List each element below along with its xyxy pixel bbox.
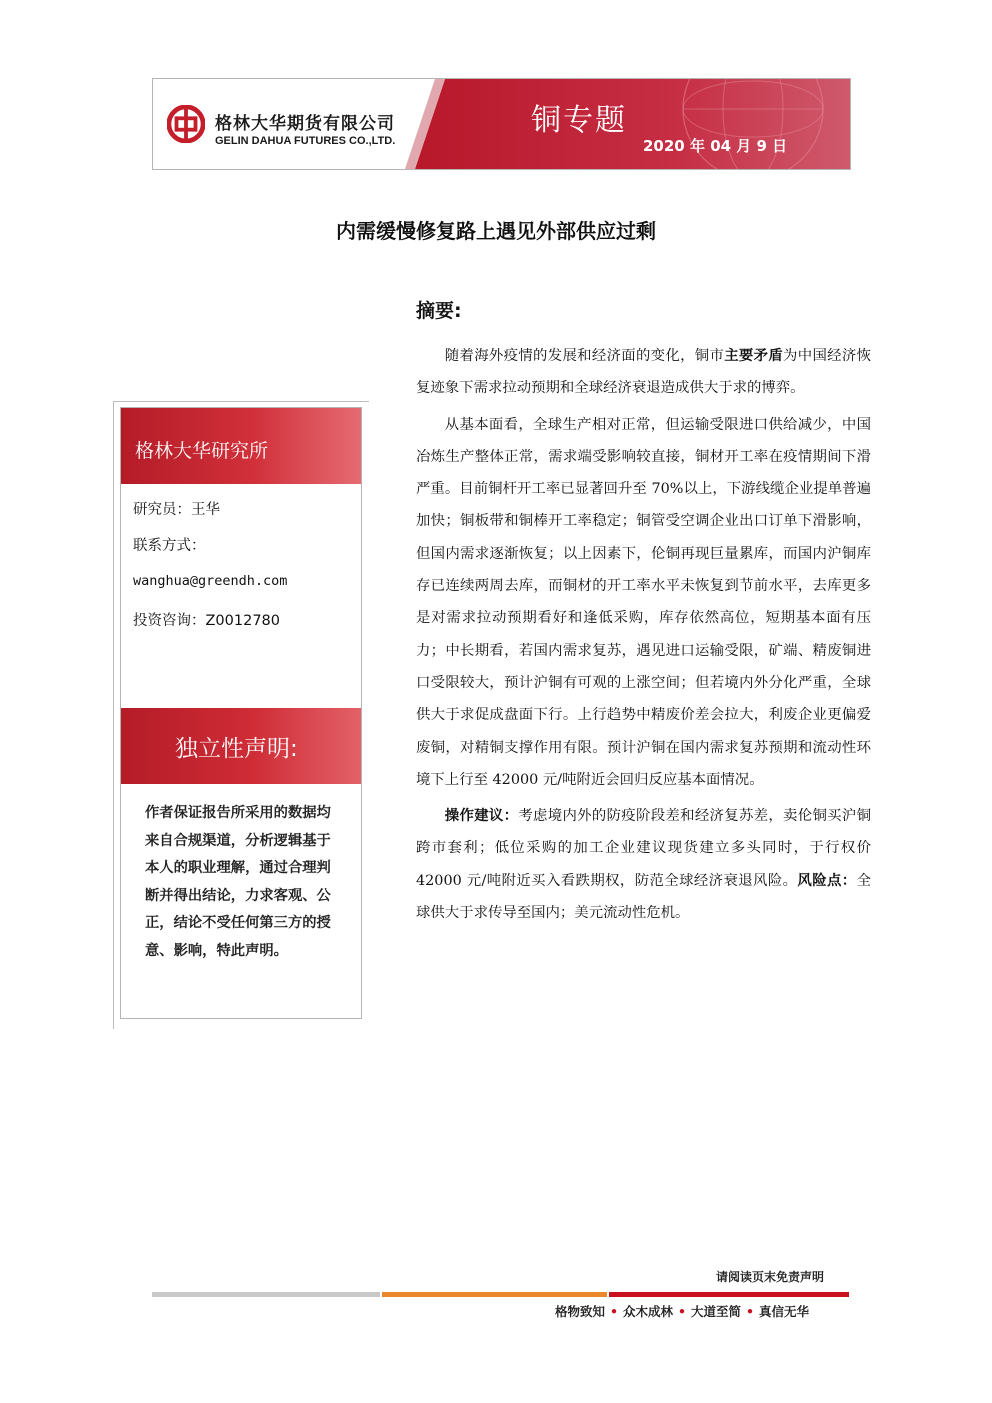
statement-heading: 独立性声明: <box>175 736 298 762</box>
footer-line-red <box>609 1292 849 1297</box>
investment-license: 投资咨询：Z0012780 <box>133 613 281 629</box>
operation-advice-label: 操作建议： <box>444 808 519 825</box>
header-banner <box>152 78 851 170</box>
motto-item: 真信无华 <box>759 1304 810 1319</box>
operation-advice-text: 考虑境内外的防疫阶段差和经济复苏差，卖伦铜买沪铜跨市套利；低位采购的加工企业建议现货建立多头同时，于行权价 42000 元/吨附近买入看跌期权，防范全球经济衰退风险。 <box>416 808 871 889</box>
bullet-dot-icon: • <box>610 1304 619 1319</box>
report-topic: 铜专题 <box>531 103 627 138</box>
motto-item: 大道至简 <box>691 1304 742 1319</box>
statement-header <box>121 708 361 784</box>
sidebar-guide-left <box>113 401 114 1029</box>
company-motto <box>555 1302 809 1320</box>
risk-label: 风险点： <box>797 872 857 889</box>
report-date: 2020 年 04 月 9 日 <box>643 137 788 155</box>
institute-header <box>121 408 361 484</box>
abstract-heading: 摘要: <box>416 300 462 322</box>
institute-name: 格林大华研究所 <box>135 440 269 462</box>
footer-line-orange <box>382 1292 607 1297</box>
abstract-paragraph-1 <box>416 340 871 405</box>
independence-statement: 作者保证报告所采用的数据均来自合规渠道，分析逻辑基于本人的职业理解，通过合理判断并得出结论，力求客观、公正，结论不受任何第三方的授意、影响，特此声明。 <box>145 805 331 959</box>
researcher-email[interactable]: wanghua@greendh.com <box>133 573 288 589</box>
p1-text-end: 为中国经济恢复迹象下需求拉动预期和全球经济衰退造成供大于求的博弈。 <box>416 348 871 397</box>
p1-text: 随着海外疫情的发展和经济面的变化，铜市 <box>444 348 725 364</box>
report-title: 内需缓慢修复路上遇见外部供应过剩 <box>336 219 656 243</box>
motto-item: 格物致知 <box>555 1304 606 1319</box>
abstract-paragraph-3 <box>416 800 871 929</box>
abstract-paragraph-2: 从基本面看，全球生产相对正常，但运输受限进口供给减少，中国冶炼生产整体正常，需求端受影响较直接，铜材开工率在疫情期间下滑严重。目前铜杆开工率已显著回升至 70%以上，下游线缆企业提单普遍加快；铜板带和铜棒开工率稳定；铜管受空调企业出口订单下滑影响，但国内需求逐渐恢复；以上因素下，伦铜再现巨量累库，而国内沪铜库存已连续两周去库，而铜材的开工率水平未恢复到节前水平，去库更多是对需求拉动预期看好和逢低采购，库存依然高位，短期基本面有压力；中长期看，若国内需求复苏，遇见进口运输受限，矿端、精废铜进口受限较大，预计沪铜有可观的上涨空间；但若境内外分化严重，全球供大于求促成盘面下行。上行趋势中精废价差会拉大，利废企业更偏爱废铜，对精铜支撑作用有限。预计沪铜在国内需求复苏预期和流动性环境下上行至 42000 元/吨附近会回归反应基本面情况。 <box>416 416 871 788</box>
company-name-en: GELIN DAHUA FUTURES CO.,LTD. <box>215 135 396 147</box>
risk-text: 全球供大于求传导至国内；美元流动性危机。 <box>416 872 871 922</box>
bullet-dot-icon: • <box>746 1304 755 1319</box>
company-logo-icon <box>167 105 205 143</box>
bullet-dot-icon: • <box>678 1304 687 1319</box>
disclaimer-note: 请阅读页末免责声明 <box>716 1270 825 1284</box>
researcher: 研究员：王华 <box>133 502 220 518</box>
footer-line-gray <box>152 1292 380 1297</box>
sidebar-guide-top <box>113 401 369 402</box>
company-name-cn: 格林大华期货有限公司 <box>215 114 395 134</box>
motto-item: 众木成林 <box>623 1304 674 1319</box>
analyst-sidebar <box>120 407 362 1019</box>
contact-label: 联系方式： <box>133 538 206 554</box>
p1-bold: 主要矛盾 <box>724 348 784 364</box>
abstract-body <box>416 340 871 933</box>
